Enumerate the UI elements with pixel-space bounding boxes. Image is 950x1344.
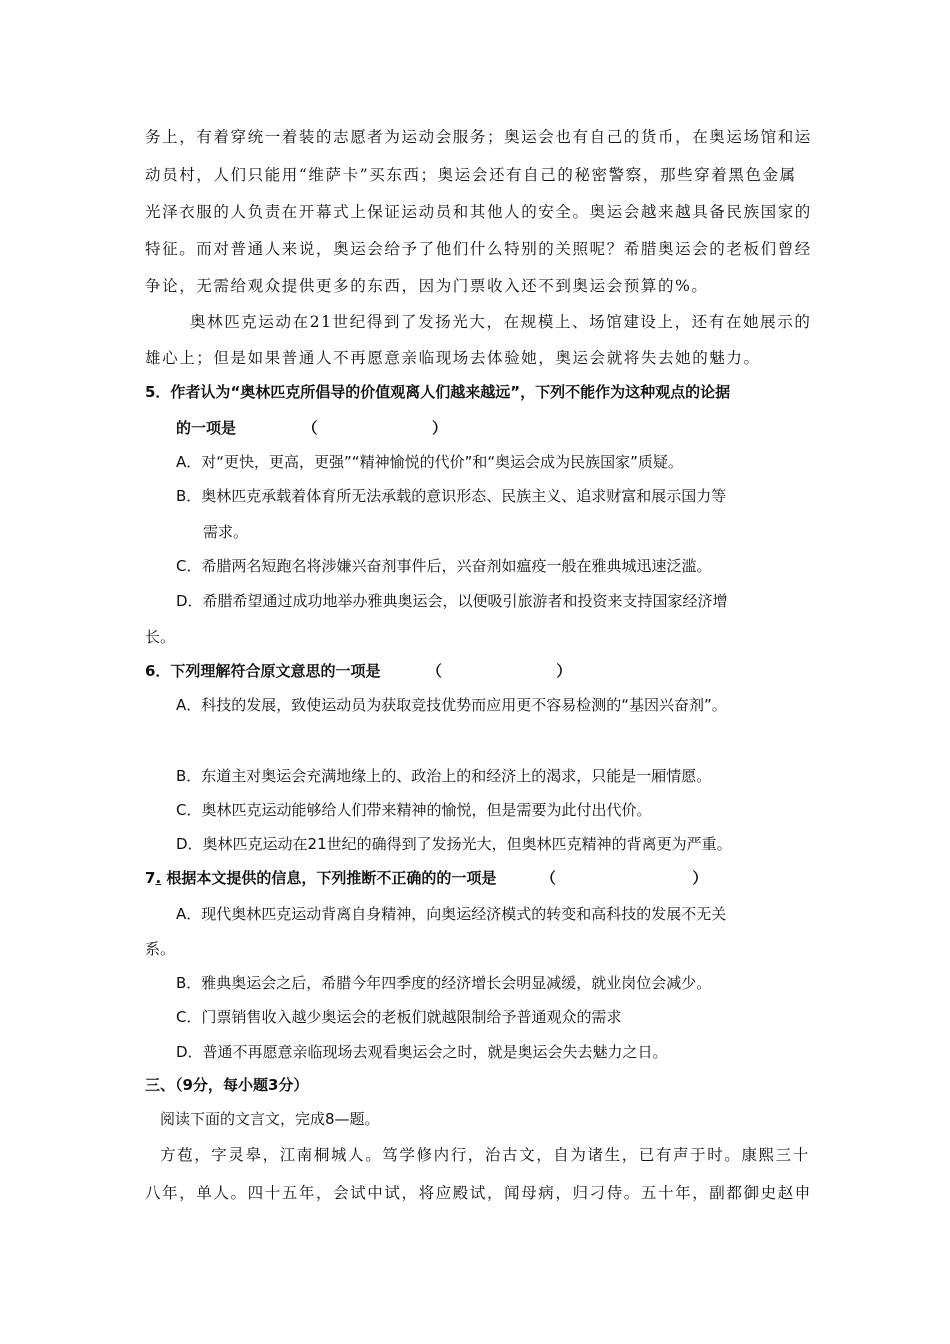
passage-line: 务上，有着穿统一着装的志愿者为运动会服务；奥运会也有自己的货币，在奥运场馆和运 [145,128,812,146]
question-7-stem-line [145,868,707,888]
answer-paren-close: ） [692,869,708,887]
question-5-stem-cont [176,418,447,438]
question-6-option-c: C．奥林匹克运动能够给人们带来精神的愉悦，但是需要为此付出代价。 [176,801,652,819]
classical-text-line: 方苞，字灵皋，江南桐城人。笃学修内行，治古文，自为诸生，已有声于时。康熙三十 [160,1146,810,1164]
question-7-dot: . [155,869,162,887]
answer-paren-open: （ [426,662,442,680]
question-6-option-d: D．奥林匹克运动在21世纪的确得到了发扬光大，但奥林匹克精神的背离更为严重。 [176,835,732,853]
passage-line: 奥林匹克运动在21世纪得到了发扬光大，在规模上、场馆建设上，还有在她展示的 [190,313,812,331]
question-6-option-b: B．东道主对奥运会充满地缘上的、政治上的和经济上的渴求，只能是一厢情愿。 [176,767,712,785]
question-7-option-d: D．普通不再愿意亲临现场去观看奥运会之时，就是奥运会失去魅力之日。 [176,1043,668,1061]
passage-line: 雄心上；但是如果普通人不再愿意亲临现场去体验她，奥运会就将失去她的魅力。 [145,349,761,367]
answer-paren-close: ） [431,419,447,437]
passage-line: 特征。而对普通人来说，奥运会给予了他们什么特别的关照呢？希腊奥运会的老板们曾经 [145,240,812,258]
question-7-option-b: B．雅典奥运会之后，希腊今年四季度的经济增长会明显减缓，就业岗位会减少。 [176,974,712,992]
question-5-stem: 5．作者认为“奥林匹克所倡导的价值观离人们越来越远”，下列不能作为这种观点的论据 [145,383,731,401]
question-5-stem-end: 的一项是 [176,419,237,437]
question-7-stem: 根据本文提供的信息，下列推断不正确的的一项是 [166,869,497,887]
question-6-option-a: A．科技的发展，致使运动员为获取竞技优势而应用更不容易检测的“基因兴奋剂”。 [176,696,727,714]
answer-paren-open: （ [302,419,318,437]
question-7-option-a: A．现代奥林匹克运动背离自身精神，向奥运经济模式的转变和高科技的发展不无关 [176,905,727,923]
answer-paren-open: （ [540,869,556,887]
section-3-heading: 三、（9分，每小题3分） [145,1076,309,1094]
question-6-stem-line [145,661,571,681]
question-7-number: 7 [145,869,156,887]
question-5-option-c: C．希腊两名短跑名将涉嫌兴奋剂事件后，兴奋剂如瘟疫一般在雅典城迅速泛滥。 [176,557,712,575]
passage-line: 动员村，人们只能用“维萨卡”买东西；奥运会还有自己的秘密警察，那些穿着黑色金属 [145,166,797,184]
question-6-stem: 6．下列理解符合原文意思的一项是 [145,662,381,680]
section-3-instruction: 阅读下面的文言文，完成8—题。 [160,1110,380,1128]
question-7-option-c: C．门票销售收入越少奥运会的老板们就越限制给予普通观众的需求 [176,1008,622,1026]
question-5-option-d: D．希腊希望通过成功地举办雅典奥运会，以便吸引旅游者和投资来支持国家经济增 [176,592,728,610]
passage-line: 光泽衣服的人负责在开幕式上保证运动员和其他人的安全。奥运会越来越具备民族国家的 [145,203,812,221]
question-5-option-a: A．对“更快，更高，更强”“精神愉悦的代价”和“奥运会成为民族国家”质疑。 [176,453,683,471]
question-7-option-a-cont: 系。 [145,940,176,958]
passage-line: 争论，无需给观众提供更多的东西，因为门票收入还不到奥运会预算的%。 [145,277,709,295]
question-5-option-b-cont: 需求。 [203,523,249,541]
classical-text-line: 八年，单人。四十五年，会试中试，将应殿试，闻母病，归刁侍。五十年，副都御史赵申 [145,1184,812,1202]
question-5-option-d-cont: 长。 [145,628,176,646]
question-5-option-b: B．奥林匹克承载着体育所无法承载的意识形态、民族主义、追求财富和展示国力等 [176,487,727,505]
answer-paren-close: ） [556,662,572,680]
